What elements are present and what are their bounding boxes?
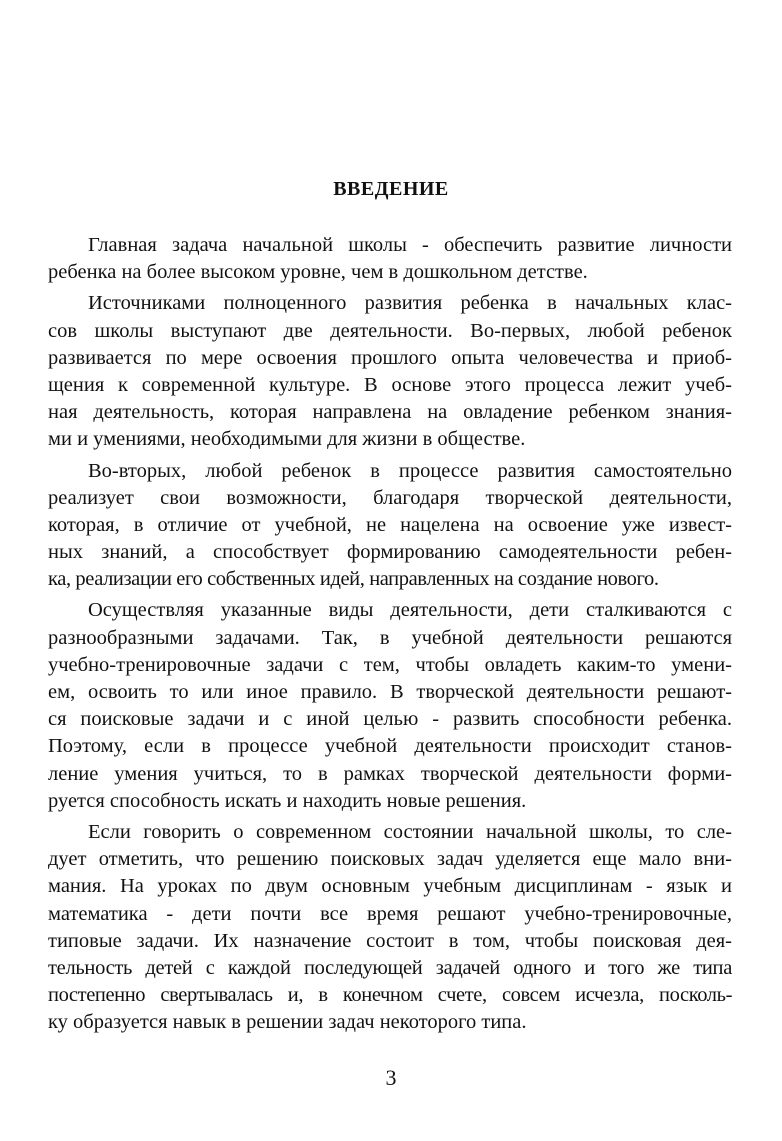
paragraph-4 bbox=[48, 597, 732, 815]
text-line: которая, в отличие от учебной, не нацелена на освоение уже извест- bbox=[48, 513, 732, 536]
paragraph-2 bbox=[48, 290, 732, 453]
text-line: ем, освоить то или иное правило. В творческой деятельности решают- bbox=[48, 681, 732, 703]
text-line: типовые задачи. Их назначение состоит в том, чтобы поисковая дея- bbox=[48, 929, 732, 952]
paragraph-1 bbox=[48, 232, 732, 286]
text-line: мания. На уроках по двум основным учебным дисциплинам - язык и bbox=[48, 875, 732, 898]
page-number: 3 bbox=[385, 1065, 397, 1090]
text-line: реализует свои возможности, благодаря творческой деятельности, bbox=[48, 486, 732, 509]
text-line: математика - дети почти все время решают учебно-тренировочные, bbox=[48, 902, 732, 925]
text-line: ных знаний, а способствует формированию самодеятельности ребен- bbox=[48, 541, 732, 564]
text-line: сов школы выступают две деятельности. Во-первых, любой ребенок bbox=[48, 319, 732, 342]
text-line: руется способность искать и находить новые решения. bbox=[48, 789, 527, 812]
text-line: ребенка на более высоком уровне, чем в дошкольном детстве. bbox=[48, 261, 588, 284]
text-line: Во-вторых, любой ребенок в процессе развития самостоятельно bbox=[88, 459, 732, 482]
text-line: ку образуется навык в решении задач некоторого типа. bbox=[48, 1011, 527, 1034]
text-line: Источниками полноценного развития ребенка в начальных клас- bbox=[88, 292, 732, 315]
text-line: учебно-тренировочные задачи с тем, чтобы овладеть каким-то умени- bbox=[48, 653, 732, 676]
text-line: Осуществляя указанные виды деятельности, дети сталкиваются с bbox=[88, 599, 732, 622]
text-line: Если говорить о современном состоянии начальной школы, то сле- bbox=[88, 820, 732, 843]
body-text bbox=[48, 232, 732, 1036]
text-line: ление умения учиться, то в рамках творческой деятельности форми- bbox=[48, 762, 732, 785]
text-line: Главная задача начальной школы - обеспечить развитие личности bbox=[88, 234, 732, 256]
text-line: щения к современной культуре. В основе этого процесса лежит учеб- bbox=[48, 373, 732, 396]
text-line: разнообразными задачами. Так, в учебной деятельности решаются bbox=[48, 626, 732, 649]
text-line: ная деятельность, которая направлена на овладение ребенком знания- bbox=[48, 401, 732, 424]
text-line: Поэтому, если в процессе учебной деятельности происходит станов- bbox=[48, 735, 732, 758]
text-line: дует отметить, что решению поисковых задач уделяется еще мало вни- bbox=[48, 848, 732, 871]
text-line: ми и умениями, необходимыми для жизни в обществе. bbox=[48, 428, 526, 451]
text-line: тельность детей с каждой последующей задачей одного и того же типа bbox=[48, 956, 732, 979]
text-line: ся поисковые задачи и с иной целью - развить способности ребенка. bbox=[48, 708, 732, 731]
paragraph-3 bbox=[48, 458, 732, 594]
paragraph-5 bbox=[48, 819, 732, 1037]
text-line: ка, реализации его собственных идей, направленных на создание нового. bbox=[48, 568, 659, 591]
page-title: ВВЕДЕНИЕ bbox=[333, 178, 449, 200]
text-line: развивается по мере освоения прошлого опыта человечества и приоб- bbox=[48, 346, 732, 369]
text-line: постепенно свертывалась и, в конечном счете, совсем исчезла, посколь- bbox=[48, 984, 732, 1007]
